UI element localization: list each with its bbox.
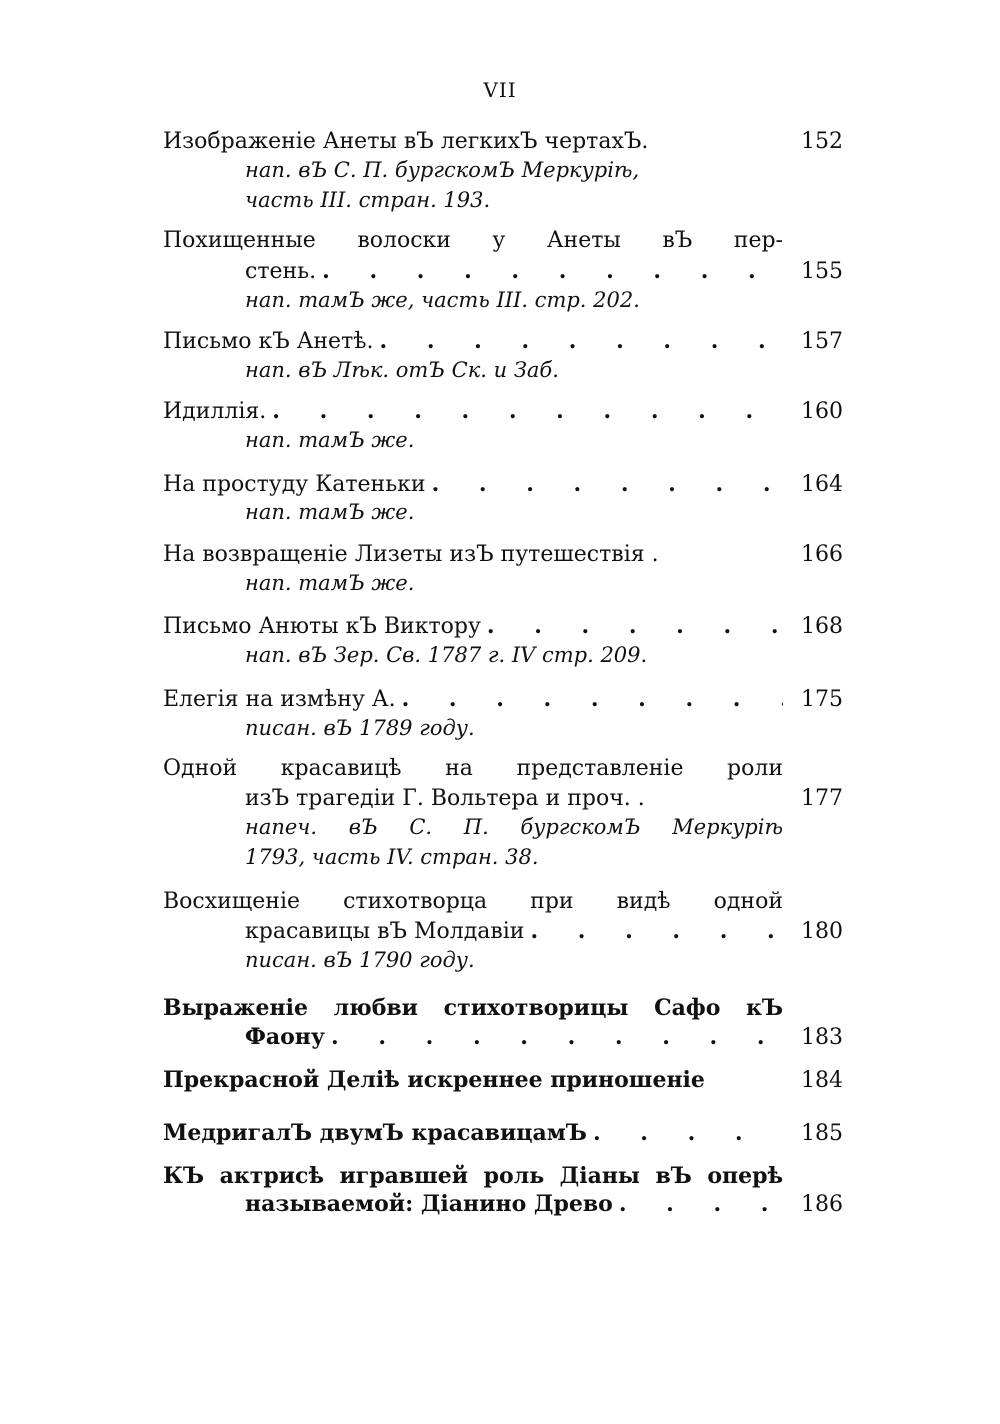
- page-number: 175: [801, 687, 843, 712]
- title-text: Идиллія.: [163, 399, 267, 424]
- title-text: называемой: Діанино Древо: [245, 1191, 613, 1217]
- entry-title-line: [163, 889, 843, 919]
- entry-source-note: [245, 716, 843, 746]
- dot-leader: [266, 398, 783, 424]
- dot-leader: [587, 1120, 783, 1146]
- entry-title-line: [163, 1163, 843, 1193]
- source-text: нап. вЪ Лѣк. отЪ Ск. и Заб.: [245, 358, 559, 382]
- title-text: Выраженіе любви стихотворицы Сафо кЪ: [163, 995, 783, 1021]
- entry-source-note: [245, 845, 843, 875]
- title-text: Одной красавицѣ на представленіе роли: [163, 756, 783, 781]
- page-number: 166: [801, 542, 843, 567]
- entry-title-line: [245, 1191, 843, 1221]
- page-number: 155: [801, 259, 843, 284]
- dot-leader: [316, 258, 783, 284]
- entry-title-line: [245, 785, 843, 815]
- dot-leader: [481, 613, 783, 639]
- page-folio: VII: [483, 78, 517, 102]
- entry-title-line: [163, 128, 843, 158]
- page-number: 152: [801, 129, 843, 154]
- page-number: 183: [801, 1025, 843, 1050]
- entry-title-line: [163, 328, 843, 358]
- page-number: 157: [801, 329, 843, 354]
- title-text: МедригалЪ двумЪ красавицамЪ: [163, 1120, 587, 1146]
- source-text: часть III. стран. 193.: [245, 188, 491, 212]
- entry-title-line: [163, 613, 843, 643]
- entry-title-line: [163, 541, 843, 571]
- entry-source-note: [245, 948, 843, 978]
- source-text: нап. вЪ Зер. Св. 1787 г. IV стр. 209.: [245, 643, 648, 667]
- title-text: Фаону: [245, 1024, 325, 1050]
- entry-source-note: [245, 188, 843, 218]
- entry-title-line: [163, 1120, 843, 1150]
- title-text: На простуду Катеньки: [163, 472, 426, 497]
- source-text: нап. вЪ С. П. бургскомЪ Меркурiѣ,: [245, 158, 640, 182]
- entry-source-note: [245, 571, 843, 601]
- dot-leader: [374, 328, 784, 354]
- title-text: стень.: [245, 259, 317, 284]
- dot-leader: [613, 1191, 783, 1217]
- entry-source-note: [245, 288, 843, 318]
- entry-title-line: [245, 918, 843, 948]
- source-text: нап. тамЪ же.: [245, 500, 415, 524]
- source-text: нап. тамЪ же.: [245, 428, 415, 452]
- source-text: нап. тамЪ же.: [245, 571, 415, 595]
- entry-title-line: [163, 471, 843, 501]
- page-number: 160: [801, 399, 843, 424]
- title-text: красавицы вЪ Молдавіи: [245, 919, 525, 944]
- page-number: 164: [801, 472, 843, 497]
- dot-leader: [426, 471, 783, 497]
- entry-title-line: [245, 1024, 843, 1054]
- title-text: Елегія на измѣну А.: [163, 687, 396, 712]
- entry-source-note: [245, 815, 843, 845]
- title-text: Восхищеніе стихотворца при видѣ одной: [163, 889, 783, 914]
- entry-source-note: [245, 500, 843, 530]
- entry-title-line: [163, 398, 843, 428]
- source-text: писан. вЪ 1789 году.: [245, 716, 475, 740]
- source-text: 1793, часть IV. стран. 38.: [245, 845, 539, 869]
- title-text: КЪ актрисѣ игравшей роль Діаны вЪ оперѣ: [163, 1163, 783, 1189]
- title-text: Изображеніе Анеты вЪ легкихЪ чертахЪ.: [163, 129, 649, 154]
- entry-title-line: [163, 995, 843, 1025]
- entry-title-line: [163, 1067, 843, 1097]
- page-number: 177: [801, 786, 843, 811]
- entry-title-line: [163, 756, 843, 786]
- entry-source-note: [245, 428, 843, 458]
- title-text: На возвращеніе Лизеты изЪ путешествія .: [163, 542, 659, 567]
- page-number: 180: [801, 919, 843, 944]
- title-text: Письмо Анюты кЪ Виктору: [163, 614, 481, 639]
- entry-source-note: [245, 158, 843, 188]
- page-number: 185: [801, 1121, 843, 1146]
- page-number: 168: [801, 614, 843, 639]
- page-number: 186: [801, 1192, 843, 1217]
- entry-source-note: [245, 358, 843, 388]
- title-text: Прекрасной Деліѣ искреннее приношеніе: [163, 1067, 705, 1093]
- entry-title-line: [163, 686, 843, 716]
- source-text: нап. тамЪ же, часть III. стр. 202.: [245, 288, 640, 312]
- dot-leader: [325, 1024, 783, 1050]
- page-number: 184: [801, 1068, 843, 1093]
- title-text: Похищенные волоски у Анеты вЪ пер-: [163, 228, 783, 253]
- title-text: Письмо кЪ Анетѣ.: [163, 329, 374, 354]
- entry-title-line: [163, 228, 843, 258]
- entry-title-line: [245, 258, 843, 288]
- dot-leader: [524, 918, 783, 944]
- source-text: напеч. вЪ С. П. бургскомЪ Меркурiѣ: [245, 815, 783, 839]
- source-text: писан. вЪ 1790 году.: [245, 948, 475, 972]
- entry-source-note: [245, 643, 843, 673]
- dot-leader: [396, 686, 783, 712]
- title-text: изЪ трагедіи Г. Вольтера и проч. .: [245, 786, 645, 811]
